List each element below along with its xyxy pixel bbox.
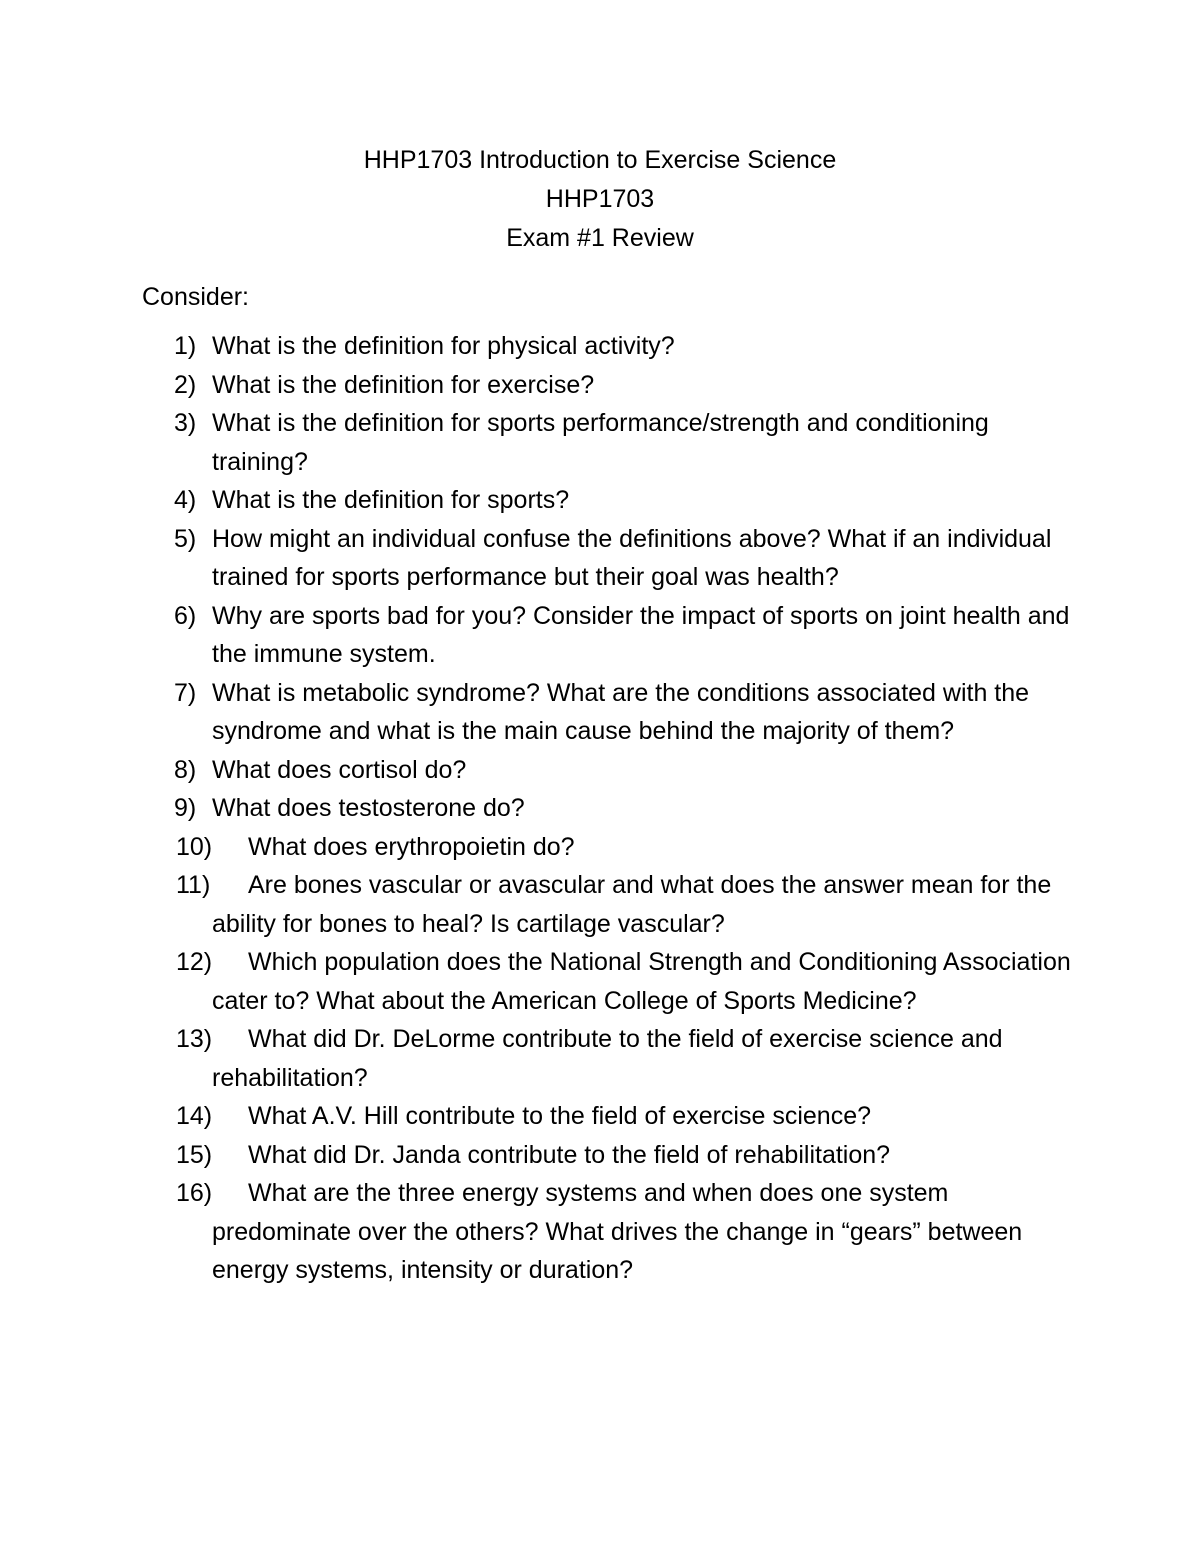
question-item-9	[0, 789, 1200, 828]
question-number: 1)	[174, 332, 197, 360]
question-item-5	[0, 520, 1200, 597]
question-item-1	[0, 327, 1200, 366]
question-item-11	[0, 866, 1200, 943]
question-number: 14)	[176, 1102, 213, 1130]
question-number: 8)	[174, 755, 197, 784]
question-number: 11)	[176, 871, 211, 899]
question-number: 9)	[174, 794, 197, 822]
question-number: 4)	[174, 486, 197, 514]
question-text: How might an individual confuse the definitions above? What if an individual trained for sports performance but their goal was health?	[212, 524, 1052, 591]
question-text: What is the definition for physical activity?	[212, 332, 675, 360]
question-item-4	[0, 481, 1200, 520]
question-item-15	[0, 1136, 1200, 1175]
question-item-16	[0, 1174, 1200, 1290]
question-item-7	[0, 674, 1200, 751]
question-text: What is the definition for sports?	[212, 486, 570, 514]
document-header	[0, 141, 1200, 258]
question-text: What does cortisol do?	[212, 755, 467, 784]
question-text: What did Dr. Janda contribute to the field of rehabilitation?	[248, 1140, 891, 1169]
course-code: HHP1703	[545, 185, 655, 213]
question-item-6	[0, 597, 1200, 674]
document-title: Exam #1 Review	[506, 224, 694, 252]
question-text: What does testosterone do?	[212, 794, 525, 822]
question-number: 2)	[174, 370, 197, 399]
course-title: HHP1703 Introduction to Exercise Science	[363, 146, 837, 174]
question-item-14	[0, 1097, 1200, 1136]
question-text: What A.V. Hill contribute to the field of exercise science?	[248, 1102, 872, 1130]
question-text: Which population does the National Strength and Conditioning Association cater to? What about the American College of Sports Medicine?	[212, 948, 1071, 1015]
question-item-10	[0, 828, 1200, 867]
question-number: 5)	[174, 524, 197, 553]
question-text: What is the definition for sports performance/strength and conditioning training?	[212, 409, 989, 476]
question-number: 7)	[174, 678, 197, 707]
question-text: Why are sports bad for you? Consider the impact of sports on joint health and the immune system.	[212, 601, 1070, 668]
question-text: What did Dr. DeLorme contribute to the field of exercise science and rehabilitation?	[212, 1025, 1003, 1092]
question-text: What are the three energy systems and when does one system predominate over the others? What drives the change in “gears” between energy systems, intensity or duration?	[212, 1179, 1023, 1284]
question-number: 13)	[176, 1025, 213, 1053]
question-text: Are bones vascular or avascular and what does the answer mean for the ability for bones to heal? Is cartilage vascular?	[212, 871, 1052, 938]
question-item-8	[0, 751, 1200, 790]
question-text: What does erythropoietin do?	[248, 832, 575, 861]
question-item-2	[0, 366, 1200, 405]
question-text: What is metabolic syndrome? What are the conditions associated with the syndrome and what is the main cause behind the majority of them?	[212, 678, 1030, 745]
question-number: 10)	[176, 832, 213, 861]
question-number: 12)	[176, 948, 213, 976]
question-item-3	[0, 404, 1200, 481]
question-number: 3)	[174, 409, 197, 437]
question-item-13	[0, 1020, 1200, 1097]
question-text: What is the definition for exercise?	[212, 370, 595, 399]
intro-label: Consider:	[142, 283, 249, 311]
question-list	[0, 327, 1200, 1290]
question-number: 16)	[176, 1179, 213, 1207]
question-number: 6)	[174, 601, 197, 630]
question-number: 15)	[176, 1140, 213, 1169]
question-item-12	[0, 943, 1200, 1020]
